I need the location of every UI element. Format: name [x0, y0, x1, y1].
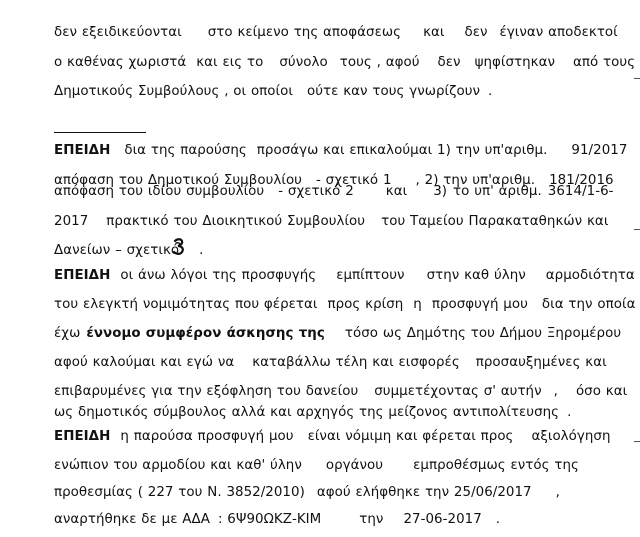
scan-edge-mark — [634, 229, 640, 230]
text-phrase: 27-06-2017 — [403, 512, 482, 527]
text-phrase: . — [199, 243, 204, 258]
text-phrase: προς κρίση — [327, 297, 404, 312]
text-phrase: Δανείων – σχετικό — [54, 243, 180, 258]
text-phrase: Δημοτικούς Συμβούλους , οι οποίοι — [54, 84, 293, 99]
text-phrase: αρμοδιότητα — [545, 268, 635, 283]
text-phrase: εμπροθέσμως εντός της — [413, 458, 579, 473]
text-phrase: στο κείμενο της αποφάσεως — [207, 25, 402, 40]
text-phrase: 181/2016 — [549, 173, 614, 188]
text-phrase: - σχετικό 1 — [315, 173, 392, 188]
text-phrase: σύνολο — [279, 55, 328, 70]
text-phrase: προσάγω και επικαλούμαι 1) την υπ'αριθμ. — [256, 143, 548, 158]
text-phrase: και — [423, 25, 445, 40]
text-phrase: , — [553, 384, 558, 399]
text-phrase: ο καθένας χωριστά — [54, 55, 187, 70]
text-phrase: πρακτικό του Διοικητικού Συμβουλίου — [106, 214, 366, 229]
text-phrase: η — [413, 297, 422, 312]
text-phrase: οι άνω λόγοι της προσφυγής — [120, 268, 317, 283]
text-phrase: 2017 — [54, 214, 89, 229]
text-phrase: : 6Ψ90ΩΚΖ-ΚΙΜ — [217, 512, 322, 527]
scan-edge-mark — [634, 78, 640, 79]
text-phrase: απόφαση του ιδίου συμβουλίου — [54, 184, 265, 199]
text-phrase: ούτε καν τους γνωρίζουν — [306, 84, 481, 99]
text-phrase: προσαυξημένες και — [475, 355, 607, 370]
text-phrase: του ελεγκτή νομιμότητας που φέρεται — [54, 297, 318, 312]
paragraph-lead: ΕΠΕΙΔΗ — [54, 429, 111, 444]
text-phrase: αφού καλούμαι και εγώ να — [54, 355, 235, 370]
text-phrase: την — [359, 512, 384, 527]
text-phrase: έχω — [54, 326, 81, 341]
text-line — [54, 268, 635, 284]
text-line — [54, 429, 611, 445]
text-line — [54, 55, 635, 71]
text-line — [54, 355, 607, 371]
text-line — [54, 84, 492, 100]
text-phrase: δεν — [464, 25, 488, 40]
text-phrase: , 2) την υπ'αριθμ. — [415, 173, 536, 188]
text-line — [54, 184, 614, 200]
text-phrase: απόφαση του Δημοτικού Συμβουλίου — [54, 173, 302, 188]
text-line — [54, 485, 560, 501]
handwritten-3-mark — [173, 238, 185, 256]
paragraph-lead: ΕΠΕΙΔΗ — [54, 268, 111, 283]
text-phrase: δεν εξειδικεύονται — [54, 25, 182, 40]
paragraph-lead: ΕΠΕΙΔΗ — [54, 143, 111, 158]
text-phrase: , — [555, 485, 560, 500]
text-line — [54, 458, 579, 474]
text-phrase: στην καθ ύλην — [426, 268, 526, 283]
text-line — [54, 512, 500, 528]
scan-edge-mark — [634, 441, 640, 442]
text-phrase: η παρούσα προσφυγή μου — [120, 429, 294, 444]
text-phrase: - σχετικό 2 — [278, 184, 354, 199]
text-phrase: 3) — [433, 184, 448, 199]
text-phrase: και — [385, 184, 408, 199]
text-line — [54, 214, 608, 230]
text-phrase: συμμετέχοντας σ' αυτήν — [374, 384, 542, 399]
text-phrase: ως δημοτικός σύμβουλος αλλά και αρχηγός της μείζονος αντιπολίτευσης — [54, 405, 560, 420]
text-line — [54, 405, 571, 421]
text-phrase: δια της παρούσης — [124, 143, 247, 158]
text-phrase: το υπ' αριθμ. — [453, 184, 542, 199]
text-phrase: του Ταμείου Παρακαταθηκών και — [381, 214, 609, 229]
text-phrase: και εις το — [196, 55, 264, 70]
separator-rule — [54, 132, 146, 133]
emphasis-phrase: έννομο συμφέρον άσκησης της — [86, 326, 325, 341]
text-line — [54, 384, 627, 400]
text-phrase: ενώπιον του αρμοδίου και καθ' ύλην — [54, 458, 302, 473]
text-phrase: ψηφίστηκαν — [474, 55, 555, 70]
text-phrase: τους , αφού — [339, 55, 420, 70]
text-phrase: . — [567, 405, 572, 420]
text-phrase: εμπίπτουν — [336, 268, 405, 283]
text-line — [54, 143, 627, 159]
text-line — [54, 25, 618, 41]
text-phrase: έγιναν αποδεκτοί — [499, 25, 618, 40]
text-phrase: όσο και — [575, 384, 628, 399]
text-phrase: από τους — [573, 55, 636, 70]
text-phrase: αφού ελήφθηκε την 25/06/2017 — [316, 485, 532, 500]
text-phrase: 3614/1-6- — [547, 184, 614, 199]
text-phrase: καταβάλλω τέλη και εισφορές — [252, 355, 460, 370]
text-phrase: προθεσμίας ( 227 του Ν. 3852/2010) — [54, 485, 305, 500]
text-phrase: αναρτήθηκε δε με ΑΔΑ — [54, 512, 210, 527]
text-phrase: επιβαρυμένες για την εξόφληση του δανείου — [54, 384, 359, 399]
text-phrase: αξιολόγηση — [531, 429, 611, 444]
text-phrase: 91/2017 — [571, 143, 628, 158]
text-phrase: . — [495, 512, 501, 527]
text-phrase: δεν — [437, 55, 461, 70]
text-phrase: τόσο ως Δημότης του Δήμου Ξηρομέρου — [344, 326, 622, 341]
text-phrase: . — [488, 84, 493, 99]
text-phrase: οργάνου — [325, 458, 384, 473]
text-line — [54, 326, 621, 342]
text-line — [54, 297, 635, 313]
text-phrase: προσφυγή μου — [431, 297, 528, 312]
text-phrase: δια την οποία — [541, 297, 636, 312]
text-phrase: είναι νόμιμη και φέρεται προς — [307, 429, 514, 444]
